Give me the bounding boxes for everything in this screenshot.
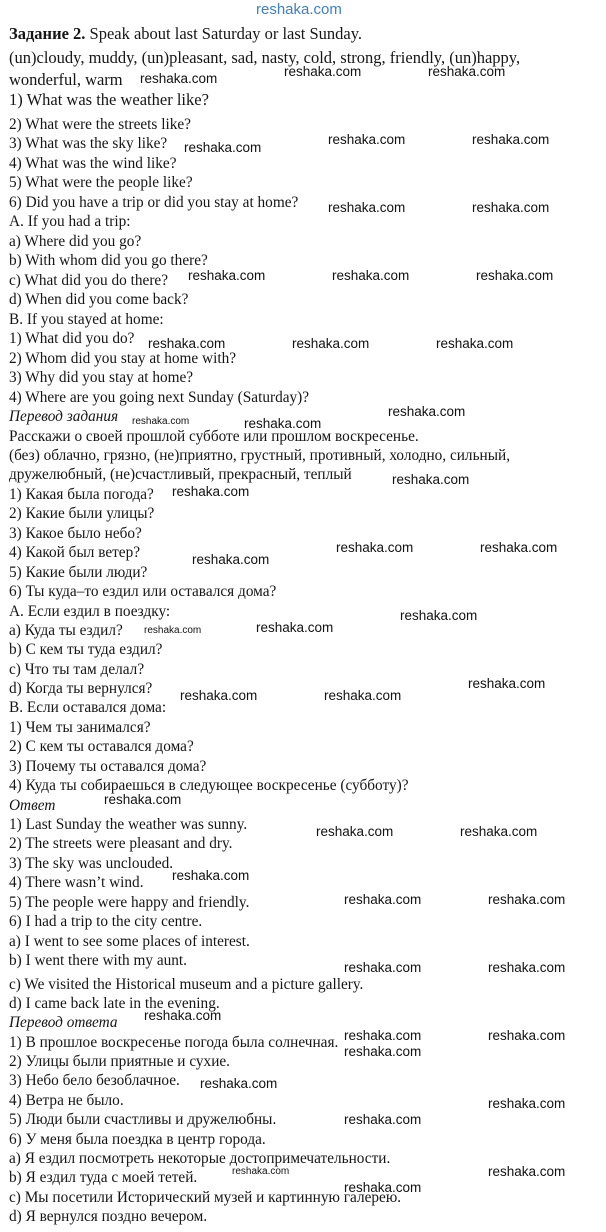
answer-line-c: c) We visited the Historical museum and a picture gallery. — [9, 976, 364, 993]
answer-line-1: 1) Last Sunday the weather was sunny. — [9, 816, 248, 833]
site-watermark: reshaka.com — [180, 688, 258, 703]
site-watermark: reshaka.com — [172, 484, 250, 499]
answer-line-5: 5) The people were happy and friendly. — [9, 894, 250, 911]
site-watermark: reshaka.com — [104, 792, 182, 807]
site-watermark: reshaka.com — [428, 64, 506, 79]
site-watermark: reshaka.com — [256, 620, 334, 635]
answer-line-a: a) I went to see some places of interest. — [9, 933, 250, 950]
task-option-b-item-2: 2) Whom did you stay at home with? — [9, 350, 237, 367]
task-option-a-item-d: d) When did you come back? — [9, 291, 189, 308]
task-option-b-item-3: 3) Why did you stay at home? — [9, 369, 194, 386]
site-watermark: reshaka.com — [244, 416, 322, 431]
answer-translation-line-5: 5) Люди были счастливы и дружелюбны. — [9, 1111, 277, 1128]
task-heading — [9, 24, 362, 43]
translation-option-a-item-a: a) Куда ты ездил? — [9, 622, 123, 639]
site-watermark: reshaka.com — [328, 200, 406, 215]
site-watermark: reshaka.com — [200, 1076, 278, 1091]
site-watermark: reshaka.com — [344, 1044, 422, 1059]
site-watermark: reshaka.com — [316, 824, 394, 839]
answer-line-d: d) I came back late in the evening. — [9, 995, 220, 1012]
answer-line-6: 6) I had a trip to the city centre. — [9, 913, 203, 930]
translation-option-b-item-3: 3) Почему ты оставался дома? — [9, 758, 207, 775]
site-watermark: reshaka.com — [468, 676, 546, 691]
answer-translation-line-2: 2) Улицы были приятные и сухие. — [9, 1053, 230, 1070]
translation-option-a-item-c: c) Что ты там делал? — [9, 661, 145, 678]
site-watermark: reshaka.com — [332, 268, 410, 283]
site-watermark: reshaka.com — [472, 200, 550, 215]
site-watermark: reshaka.com — [460, 824, 538, 839]
answer-translation-line-1: 1) В прошлое воскресенье погода была солнечная. — [9, 1034, 339, 1051]
site-watermark: reshaka.com — [232, 1166, 290, 1177]
site-watermark: reshaka.com — [344, 1180, 422, 1195]
site-watermark: reshaka.com — [188, 268, 266, 283]
answer-heading: Ответ — [9, 797, 56, 814]
answer-line-2: 2) The streets were pleasant and dry. — [9, 835, 233, 852]
site-watermark: reshaka.com — [172, 868, 250, 883]
site-watermark: reshaka.com — [144, 625, 202, 636]
site-watermark: reshaka.com — [284, 64, 362, 79]
site-watermark: reshaka.com — [480, 540, 558, 555]
site-watermark: reshaka.com — [324, 688, 402, 703]
task-question-3: 3) What was the sky like? — [9, 135, 168, 152]
translation-vocab-line-1: (без) облачно, грязно, (не)приятно, грустный, противный, холодно, сильный, — [9, 447, 511, 464]
task-question-5: 5) What were the people like? — [9, 174, 193, 191]
task-option-a-heading: A. If you had a trip: — [9, 213, 131, 230]
site-watermark: reshaka.com — [488, 1096, 566, 1111]
translation-option-b-item-2: 2) С кем ты оставался дома? — [9, 738, 194, 755]
translation-question-2: 2) Какие были улицы? — [9, 505, 155, 522]
site-watermark: reshaka.com — [488, 1028, 566, 1043]
translation-option-a-heading: А. Если ездил в поездку: — [9, 603, 171, 620]
task-option-a-item-c: c) What did you do there? — [9, 272, 169, 289]
translation-question-6: 6) Ты куда–то ездил или оставался дома? — [9, 583, 277, 600]
site-watermark: reshaka.com — [184, 140, 262, 155]
answer-translation-line-a: а) Я ездил посмотреть некоторые достопримечательности. — [9, 1150, 391, 1167]
answer-translation-line-c: c) Мы посетили Исторический музей и картинную галерею. — [9, 1189, 402, 1206]
answer-translation-line-4: 4) Ветра не было. — [9, 1092, 124, 1109]
site-watermark: reshaka.com — [388, 404, 466, 419]
site-watermark: reshaka.com — [488, 892, 566, 907]
site-watermark: reshaka.com — [488, 1164, 566, 1179]
translation-option-a-item-d: d) Когда ты вернулся? — [9, 680, 153, 697]
site-watermark: reshaka.com — [344, 1028, 422, 1043]
site-watermark: reshaka.com — [292, 336, 370, 351]
translation-line-1: Расскажи о своей прошлой субботе или прошлом воскресенье. — [9, 428, 419, 445]
site-watermark: reshaka.com — [344, 1112, 422, 1127]
translation-option-b-item-1: 1) Чем ты занимался? — [9, 719, 151, 736]
answer-translation-line-d: d) Я вернулся поздно вечером. — [9, 1208, 208, 1225]
answer-translation-heading: Перевод ответа — [9, 1014, 118, 1031]
site-watermark-top: reshaka.com — [256, 1, 342, 18]
site-watermark: reshaka.com — [144, 1008, 222, 1023]
answer-translation-line-b: b) Я ездил туда с моей тетей. — [9, 1169, 198, 1186]
translation-option-b-heading: В. Если оставался дома: — [9, 699, 167, 716]
site-watermark: reshaka.com — [488, 960, 566, 975]
answer-translation-line-6: 6) У меня была поездка в центр города. — [9, 1131, 266, 1148]
site-watermark: reshaka.com — [472, 132, 550, 147]
answer-line-b: b) I went there with my aunt. — [9, 952, 187, 969]
site-watermark: reshaka.com — [192, 552, 270, 567]
translation-option-b-item-4: 4) Куда ты собираешься в следующее воскресенье (субботу)? — [9, 777, 409, 794]
translation-vocab-line-2: дружелюбный, (не)счастливый, прекрасный, теплый — [9, 466, 352, 483]
task-question-4: 4) What was the wind like? — [9, 155, 177, 172]
task-option-b-item-4: 4) Where are you going next Sunday (Saturday)? — [9, 389, 310, 406]
task-question-1: 1) What was the weather like? — [9, 90, 209, 109]
task-option-b-heading: B. If you stayed at home: — [9, 311, 164, 328]
translation-question-5: 5) Какие были люди? — [9, 564, 148, 581]
task-label: Задание 2. — [9, 24, 86, 43]
task-option-b-item-1: 1) What did you do? — [9, 330, 135, 347]
site-watermark: reshaka.com — [436, 336, 514, 351]
task-option-a-item-b: b) With whom did you go there? — [9, 252, 208, 269]
task-question-2: 2) What were the streets like? — [9, 116, 191, 133]
translation-question-3: 3) Какое было небо? — [9, 525, 142, 542]
translation-question-4: 4) Какой был ветер? — [9, 544, 141, 561]
site-watermark: reshaka.com — [140, 71, 218, 86]
site-watermark: reshaka.com — [476, 268, 554, 283]
task-option-a-item-a: a) Where did you go? — [9, 233, 142, 250]
translation-option-a-item-b: b) С кем ты туда ездил? — [9, 641, 163, 658]
site-watermark: reshaka.com — [400, 608, 478, 623]
task-question-6: 6) Did you have a trip or did you stay at home? — [9, 194, 299, 211]
task-vocab-line-1: (un)cloudy, muddy, (un)pleasant, sad, nasty, cold, strong, friendly, (un)happy, — [9, 48, 521, 67]
site-watermark: reshaka.com — [328, 132, 406, 147]
site-watermark: reshaka.com — [392, 472, 470, 487]
site-watermark: reshaka.com — [148, 336, 226, 351]
answer-translation-line-3: 3) Небо бело безоблачное. — [9, 1072, 180, 1089]
site-watermark: reshaka.com — [344, 892, 422, 907]
answer-line-4: 4) There wasn’t wind. — [9, 874, 144, 891]
site-watermark: reshaka.com — [132, 416, 190, 427]
translation-question-1: 1) Какая была погода? — [9, 486, 154, 503]
site-watermark: reshaka.com — [344, 960, 422, 975]
task-vocab-line-2: wonderful, warm — [9, 70, 123, 89]
answer-line-3: 3) The sky was unclouded. — [9, 855, 174, 872]
task-heading-text: Speak about last Saturday or last Sunday. — [85, 24, 363, 43]
translation-heading: Перевод задания — [9, 408, 119, 425]
site-watermark: reshaka.com — [336, 540, 414, 555]
